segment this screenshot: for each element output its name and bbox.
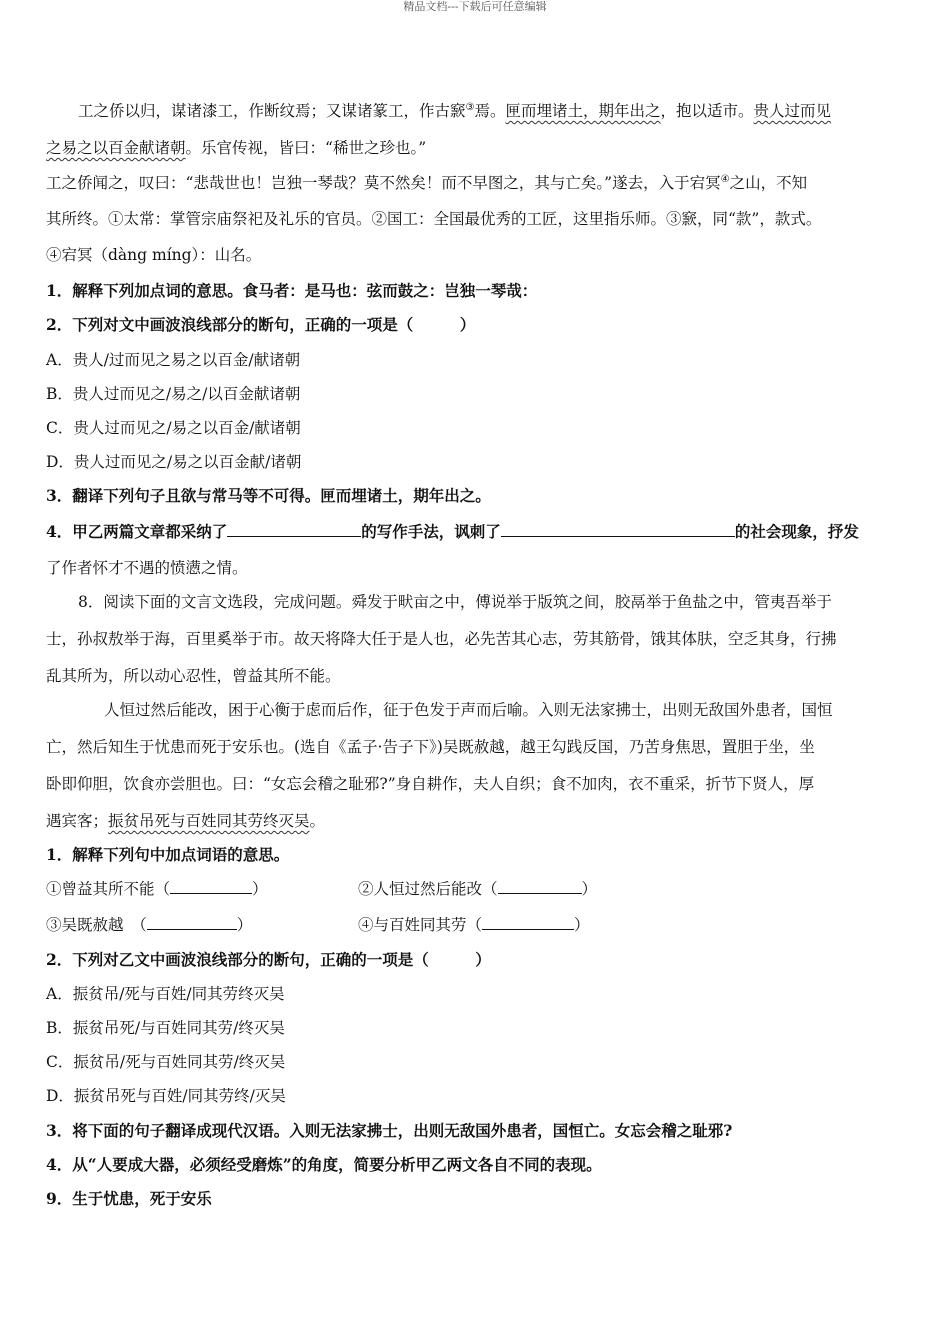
passage-line: 8．阅读下面的文言文选段，完成问题。舜发于畎亩之中，傅说举于版筑之间，胶鬲举于鱼盐之中，管夷吾举于 bbox=[78, 593, 832, 611]
answer-blank[interactable] bbox=[170, 877, 252, 894]
option: B．贵人过而见之/易之/以百金献诸朝 bbox=[46, 385, 301, 403]
option: A．振贫吊/死与百姓/同其劳终灭吴 bbox=[46, 985, 285, 1003]
passage-line: 士，孙叔敖举于海，百里奚举于市。故天将降大任于是人也，必先苦其心志，劳其筋骨，饿其体肤，空乏其身，行拂 bbox=[46, 630, 837, 648]
option: D．贵人过而见之/易之以百金献/诸朝 bbox=[46, 453, 302, 471]
wavy-underline-text: 贵人过而见 bbox=[753, 102, 832, 120]
answer-blank[interactable] bbox=[147, 913, 237, 930]
fill-item: ①曾益其所不能（ ） bbox=[46, 877, 268, 900]
wavy-underline-text: 匣而埋诸土，期年出之 bbox=[505, 102, 661, 120]
passage-line: 卧即仰胆，饮食亦尝胆也。曰：“女忘会稽之耻邪?”身自耕作，夫人自织；食不加肉，衣不重采，折节下贤人，厚 bbox=[46, 775, 815, 793]
fill-item: ④与百姓同其劳（ ） bbox=[358, 913, 590, 936]
question: 3．将下面的句子翻译成现代汉语。入则无法家拂士，出则无敌国外患者，国恒亡。女忘会稽之耻邪? bbox=[46, 1121, 733, 1140]
answer-blank[interactable] bbox=[482, 913, 574, 930]
option: D．振贫吊死与百姓/同其劳终/灭吴 bbox=[46, 1087, 286, 1105]
answer-blank[interactable] bbox=[227, 520, 361, 537]
page-header: 精品文档---下载后可任意编辑 bbox=[403, 0, 547, 13]
passage-line: 乱其所为，所以动心忍性，曾益其所不能。 bbox=[46, 667, 341, 685]
question: 2．下列对文中画波浪线部分的断句，正确的一项是（ ） bbox=[46, 315, 476, 334]
question-continued: 了作者怀才不遇的愤懑之情。 bbox=[46, 559, 248, 577]
fill-item: ②人恒过然后能改（ ） bbox=[358, 877, 597, 900]
question: 1．解释下列加点词的意思。食马者：是马也：弦而鼓之：岂独一琴哉： bbox=[46, 281, 538, 300]
option: C．贵人过而见之/易之以百金/献诸朝 bbox=[46, 419, 301, 437]
question: 2．下列对乙文中画波浪线部分的断句，正确的一项是（ ） bbox=[46, 950, 491, 969]
passage-line: 亡，然后知生于忧患而死于安乐也。(选自《孟子·告子下》)吴既赦越，越王勾践反国，乃苦身焦思，置胆于坐，坐 bbox=[46, 738, 815, 756]
passage-line: 工之侨以归，谋诸漆工，作断纹焉；又谋诸篆工，作古窾③焉。匣而埋诸土，期年出之，抱以适市。贵人过而见 bbox=[78, 101, 832, 120]
fill-item: ③吴既赦越 （ ） bbox=[46, 913, 252, 936]
passage-line: 之易之以百金献诸朝。乐官传视，皆曰：“稀世之珍也。” bbox=[46, 139, 427, 157]
wavy-underline-text: 之易之以百金献诸朝 bbox=[46, 139, 186, 157]
question: 4．从“人要成大器，必须经受磨炼”的角度，简要分析甲乙两文各自不同的表现。 bbox=[46, 1155, 602, 1174]
section-heading: 9．生于忧患，死于安乐 bbox=[46, 1189, 212, 1208]
passage-line: 遇宾客；振贫吊死与百姓同其劳终灭吴。 bbox=[46, 812, 326, 830]
question: 4．甲乙两篇文章都采纳了 的写作手法，讽刺了 的社会现象，抒发 bbox=[46, 522, 859, 541]
option: C．振贫吊/死与百姓同其劳/终灭吴 bbox=[46, 1053, 286, 1071]
passage-line: 人恒过然后能改，困于心衡于虑而后作，征于色发于声而后喻。入则无法家拂士，出则无敌国外患者，国恒 bbox=[104, 701, 833, 719]
option: B．振贫吊死/与百姓同其劳/终灭吴 bbox=[46, 1019, 285, 1037]
passage-line: ④宕冥（dàng míng）：山名。 bbox=[46, 246, 262, 264]
passage-line: 工之侨闻之，叹曰：“悲哉世也！岂独一琴哉？莫不然矣！而不早图之，其与亡矣。”遂去，入于宕冥④之山，不知 bbox=[46, 173, 808, 192]
question: 1．解释下列句中加点词语的意思。 bbox=[46, 845, 290, 864]
passage-line: 其所终。①太常：掌管宗庙祭祀及礼乐的官员。②国工：全国最优秀的工匠，这里指乐师。③窾，同“款”，款式。 bbox=[46, 210, 822, 228]
wavy-underline-text: 振贫吊死与百姓同其劳终灭吴 bbox=[108, 812, 310, 830]
answer-blank[interactable] bbox=[498, 877, 582, 894]
option: A．贵人/过而见之易之以百金/献诸朝 bbox=[46, 351, 301, 369]
question: 3．翻译下列句子且欲与常马等不可得。匣而埋诸土，期年出之。 bbox=[46, 486, 491, 505]
answer-blank[interactable] bbox=[501, 520, 735, 537]
